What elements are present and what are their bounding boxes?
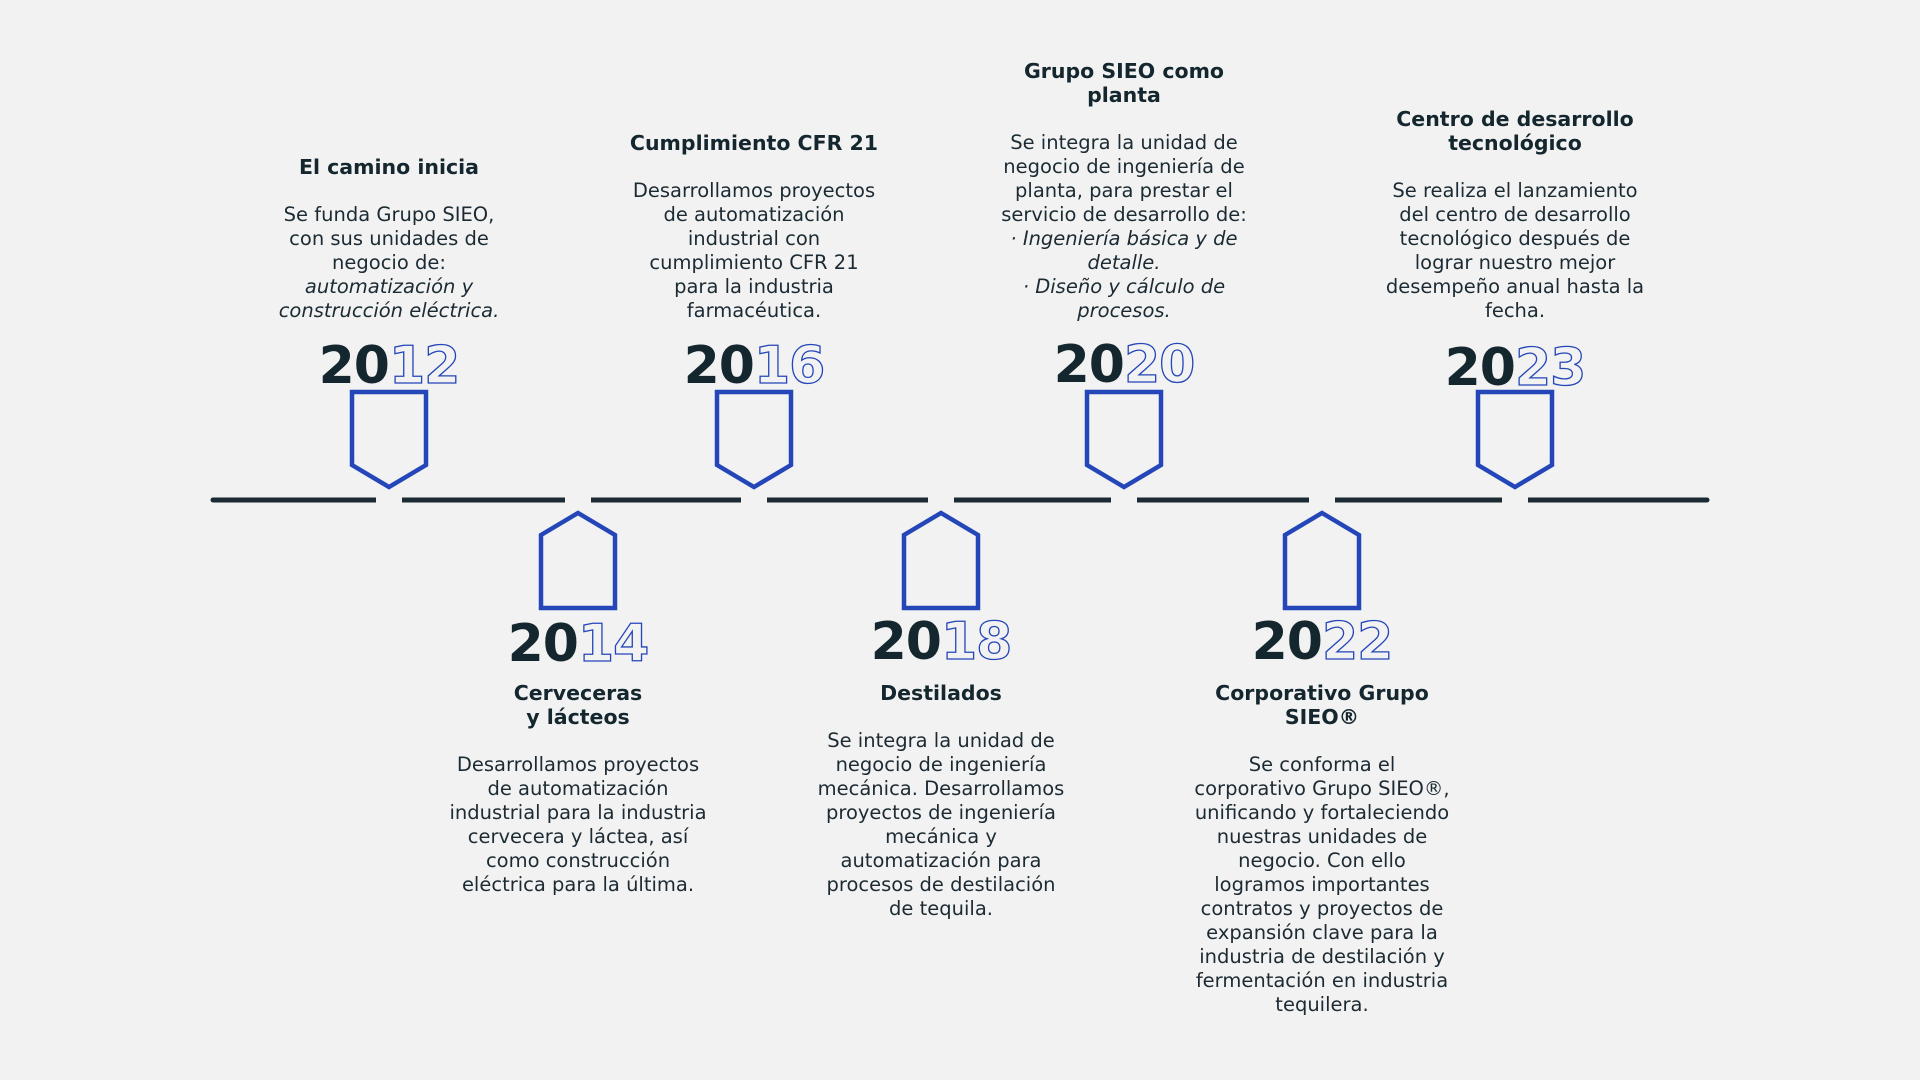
description-line: tecnológico después de [1399, 227, 1631, 250]
year-prefix: 20 [683, 336, 754, 396]
description-line: con sus unidades de [289, 227, 489, 250]
title-line: Centro de desarrollo [1396, 107, 1634, 131]
title-line: tecnológico [1448, 131, 1582, 155]
shield-marker-icon [717, 392, 791, 487]
description-line: procesos. [1077, 299, 1171, 322]
description-line: industrial para la industria [449, 801, 707, 824]
description-line: industria de destilación y [1199, 945, 1445, 968]
description-line: contratos y proyectos de [1200, 897, 1444, 920]
description-line: Desarrollamos proyectos [632, 179, 876, 202]
house-marker-icon [541, 513, 615, 608]
milestone-card [791, 681, 1091, 921]
description-line: Desarrollamos proyectos [456, 753, 700, 776]
description-line: nuestras unidades de [1216, 825, 1428, 848]
timeline-gap [376, 494, 402, 506]
year-prefix: 20 [870, 612, 941, 672]
description-line: fecha. [1484, 299, 1546, 322]
milestone-description [1172, 753, 1472, 1017]
description-line: unificando y fortaleciendo [1194, 801, 1450, 824]
milestone-description [428, 753, 728, 897]
milestone-year [1445, 338, 1586, 398]
title-line: Cumplimiento CFR 21 [629, 131, 879, 155]
description-line: logramos importantes [1214, 873, 1430, 896]
description-line: corporativo Grupo SIEO®, [1194, 777, 1450, 800]
milestone-description [1365, 179, 1665, 323]
year-suffix: 14 [578, 614, 649, 674]
title-line: Grupo SIEO como [1023, 59, 1225, 83]
milestone-description [604, 179, 904, 323]
year-suffix: 18 [941, 612, 1012, 672]
description-line: cervecera y láctea, así [467, 825, 689, 848]
description-line: construcción eléctrica. [278, 299, 500, 322]
year-suffix: 12 [389, 336, 460, 396]
description-line: Se conforma el [1248, 753, 1396, 776]
milestone-card [239, 155, 539, 323]
description-line: automatización y [304, 275, 474, 298]
description-line: Se integra la unidad de [1010, 131, 1238, 154]
description-line: tequilera. [1275, 993, 1369, 1016]
milestone-title [239, 155, 539, 179]
house-marker-icon [1285, 513, 1359, 608]
milestone-year [1054, 335, 1195, 395]
description-line: de automatización [663, 203, 845, 226]
description-line: cumplimiento CFR 21 [649, 251, 859, 274]
description-line: mecánica y [885, 825, 997, 848]
title-line: SIEO® [1284, 705, 1360, 729]
description-line: lograr nuestro mejor [1414, 251, 1616, 274]
title-line: Cerveceras [513, 681, 643, 705]
description-line: negocio. Con ello [1238, 849, 1406, 872]
milestone-card [604, 131, 904, 323]
description-line: del centro de desarrollo [1399, 203, 1631, 226]
year-suffix: 22 [1322, 612, 1393, 672]
description-line: negocio de ingeniería de [1003, 155, 1245, 178]
description-line: industrial con [687, 227, 821, 250]
description-line: proyectos de ingeniería [826, 801, 1056, 824]
description-line: · Ingeniería básica y de [1010, 227, 1238, 250]
milestone-title [791, 681, 1091, 705]
description-line: desempeño anual hasta la [1385, 275, 1645, 298]
description-line: negocio de: [332, 251, 446, 274]
house-marker-icon [904, 513, 978, 608]
milestone-year [319, 336, 460, 396]
description-line: fermentación en industria [1195, 969, 1449, 992]
milestone-card [974, 59, 1274, 323]
milestone-card [428, 681, 728, 897]
year-suffix: 23 [1515, 338, 1586, 398]
description-line: Se integra la unidad de [827, 729, 1055, 752]
description-line: mecánica. Desarrollamos [817, 777, 1065, 800]
year-suffix: 16 [754, 336, 825, 396]
milestone-description [791, 729, 1091, 921]
shield-marker-icon [1478, 392, 1552, 487]
timeline-gap [928, 494, 954, 506]
description-line: · Diseño y cálculo de [1022, 275, 1226, 298]
timeline-gap [1111, 494, 1137, 506]
description-line: negocio de ingeniería [835, 753, 1047, 776]
description-line: automatización para [840, 849, 1042, 872]
milestone-year [508, 614, 649, 674]
year-prefix: 20 [1053, 335, 1124, 395]
milestone-card [1172, 681, 1472, 1017]
description-line: farmacéutica. [686, 299, 822, 322]
year-prefix: 20 [318, 336, 389, 396]
timeline-gap [741, 494, 767, 506]
milestone-title [974, 59, 1274, 107]
description-line: eléctrica para la última. [461, 873, 695, 896]
milestone-year [1252, 612, 1393, 672]
year-prefix: 20 [507, 614, 578, 674]
milestone-card [1365, 107, 1665, 323]
milestone-title [428, 681, 728, 729]
description-line: para la industria [674, 275, 834, 298]
description-line: de automatización [487, 777, 669, 800]
milestone-title [1172, 681, 1472, 729]
description-line: procesos de destilación [826, 873, 1056, 896]
year-prefix: 20 [1251, 612, 1322, 672]
milestone-year [871, 612, 1012, 672]
description-line: servicio de desarrollo de: [1001, 203, 1247, 226]
description-line: Se funda Grupo SIEO, [283, 203, 495, 226]
description-line: detalle. [1087, 251, 1161, 274]
description-line: Se realiza el lanzamiento [1392, 179, 1638, 202]
title-line: planta [1087, 83, 1161, 107]
milestone-year [684, 336, 825, 396]
milestone-description [239, 203, 539, 323]
description-line: planta, para prestar el [1015, 179, 1233, 202]
timeline-gap [1309, 494, 1335, 506]
description-line: expansión clave para la [1206, 921, 1438, 944]
milestone-title [1365, 107, 1665, 155]
milestone-description [974, 131, 1274, 323]
timeline-gap [1502, 494, 1528, 506]
title-line: Destilados [880, 681, 1002, 705]
description-line: de tequila. [889, 897, 993, 920]
title-line: y lácteos [526, 705, 630, 729]
description-line: como construcción [485, 849, 671, 872]
title-line: El camino inicia [298, 155, 479, 179]
year-prefix: 20 [1444, 338, 1515, 398]
title-line: Corporativo Grupo [1215, 681, 1429, 705]
year-suffix: 20 [1124, 335, 1195, 395]
shield-marker-icon [1087, 392, 1161, 487]
timeline-gap [565, 494, 591, 506]
shield-marker-icon [352, 392, 426, 487]
milestone-title [604, 131, 904, 155]
